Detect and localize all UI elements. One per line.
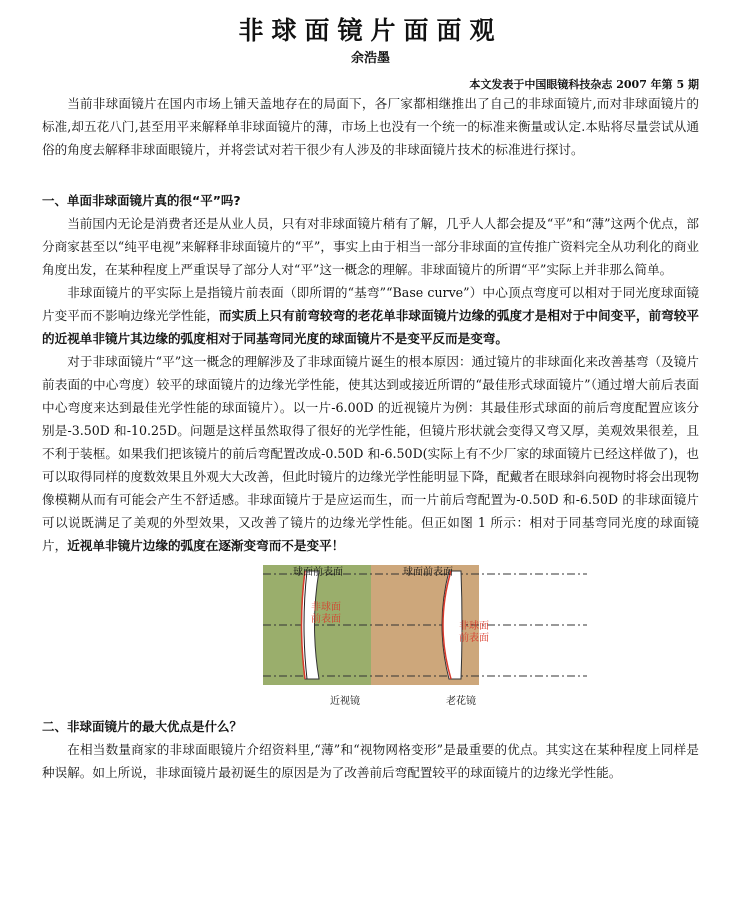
lens-figure: [154, 565, 587, 707]
section-heading-1: 一、单面非球面镜片真的很“平”吗?: [42, 193, 241, 208]
section1-paragraph-2: [42, 281, 699, 350]
section-heading-2: 二、非球面镜片的最大优点是什么？: [42, 719, 243, 734]
myopia-spherical-label: 球面前表面: [293, 567, 343, 578]
myopia-aspheric-label-line1: 非球面: [311, 602, 341, 613]
publication-source: 本文发表于中国眼镜科技杂志 2007 年第 5 期: [469, 78, 699, 91]
page-title: 非球面镜片面面观: [238, 16, 503, 45]
myopia-caption: 近视镜: [330, 696, 360, 707]
section2-paragraph-1: 在相当数量商家的非球面眼镜片介绍资料里,“薄”和“视物网格变形”是最重要的优点。其实这在某种程度上同样是种误解。如上所说，非球面镜片最初诞生的原因是为了改善前后弯配置较平的球面镜片的边缘光学性能。: [42, 742, 699, 780]
emphasis-text: 近视单非镜片边缘的弧度在逐渐变弯而不是变平！: [67, 538, 345, 553]
lens-diagram: [154, 565, 587, 707]
presbyopia-aspheric-label-line1: 非球面: [459, 621, 489, 632]
paragraph-text: 非球面镜片的平实际上是指镜片前表面（即所谓的“基弯”“Base curve”）中心顶点弯度可以相对于同光度球面镜片变平而不影响边缘光学性能，: [42, 285, 699, 323]
intro-paragraph: 当前非球面镜片在国内市场上铺天盖地存在的局面下，各厂家都相继推出了自己的非球面镜片,而对非球面镜片的标准,却五花八门,甚至用平来解释单非球面镜片的薄，市场上也没有一个统一的标准来衡量或认定.本贴将尽量尝试从通俗的角度去解释非球面眼镜片，并将尝试对若干很少有人涉及的非球面镜片技术的标准进行探讨。: [42, 96, 699, 157]
myopia-aspheric-label-line2: 前表面: [311, 614, 341, 625]
author-name: 余浩墨: [350, 51, 390, 66]
presbyopia-spherical-label: 球面前表面: [403, 567, 453, 578]
paragraph-text: 对于非球面镜片“平”这一概念的理解涉及了非球面镜片诞生的根本原因：通过镜片的非球面化来改善基弯（及镜片前表面的中心弯度）较平的球面镜片的边缘光学性能，使其达到或接近所谓的“最佳形式球面镜片”（通过增大前后表面中心弯度来达到最佳光学性能的球面镜片）。以一片-6.00D 的近视镜片为例：其最佳形式球面的前后弯度配置应该分别是-3.50D 和-10.25D。问题是这样虽然取得了很好的光学性能，但镜片形状就会变得又弯又厚，美观效果很差，且不利于装框。如果我们把该镜片的前后弯配置改成-0.50D 和-6.50D(实际上有不少厂家的球面镜片已经这样做了)，也可以取得同样的度数效果且外观大大改善，但此时镜片的边缘光学性能明显下降，配戴者在眼球斜向视物时将会出现物像模糊从而有可能会产生不舒适感。非球面镜片于是应运而生，而一片前后弯配置为-0.50D 和-6.50D 的非球面镜片可以说既满足了美观的外型效果，又改善了镜片的边缘光学性能。但正如图 1 所示：相对于同基弯同光度的球面镜片，: [42, 354, 699, 553]
section1-paragraph-1: 当前国内无论是消费者还是从业人员，只有对非球面镜片稍有了解，几乎人人都会提及“平”和“薄”这两个优点，部分商家甚至以“纯平电视”来解释非球面镜片的“平”，事实上由于相当一部分非球面的宣传推广资料完全从功利化的商业角度出发，在某种程度上严重误导了部分人对“平”这一概念的理解。非球面镜片的所谓“平”实际上并非那么简单。: [42, 216, 699, 277]
presbyopia-aspheric-label-line2: 前表面: [459, 633, 489, 644]
emphasis-text: 而实质上只有前弯较弯的老花单非球面镜片边缘的弧度才是相对于中间变平，前弯较平的近视单非镜片其边缘的弧度相对于同基弯同光度的球面镜片不是变平反而是变弯。: [42, 308, 700, 346]
section1-paragraph-3: [42, 350, 699, 557]
presbyopia-caption: 老花镜: [446, 696, 476, 707]
